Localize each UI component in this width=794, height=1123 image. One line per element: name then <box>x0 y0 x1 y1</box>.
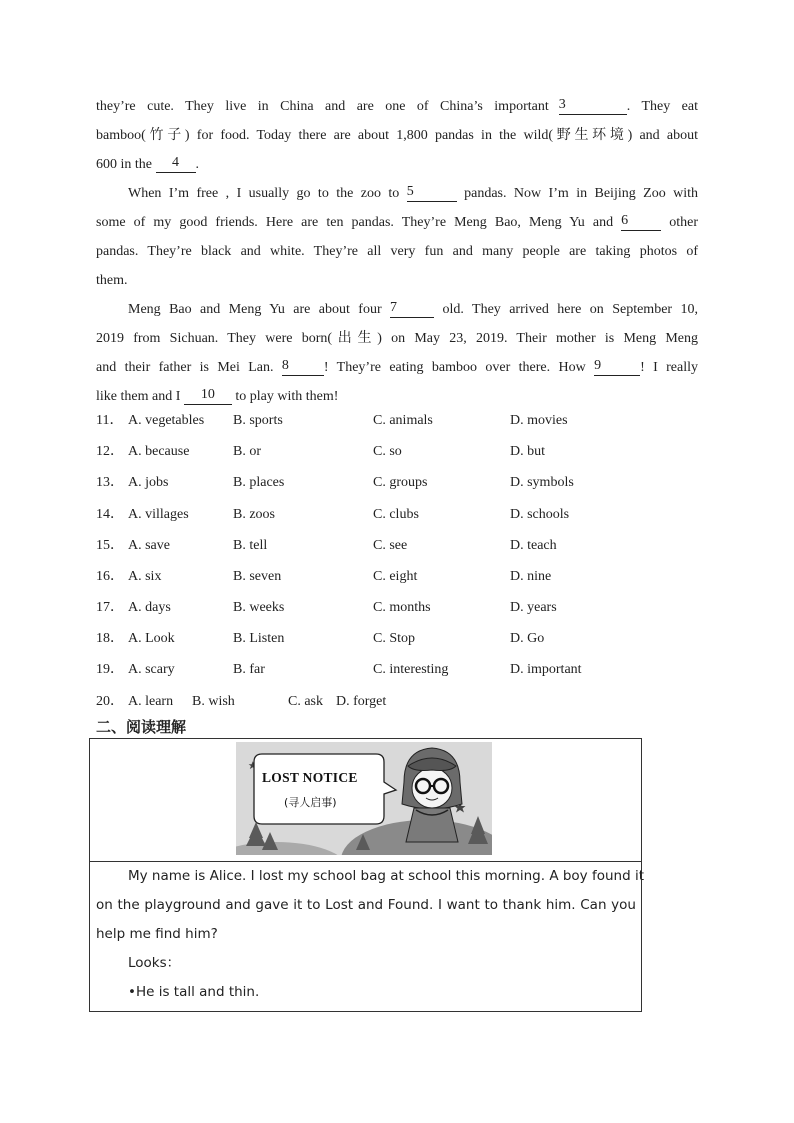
option-a[interactable]: A. because <box>128 444 190 459</box>
passage-line: and their father is Mei Lan. 8 ! They’re eating bamboo over there. How 9 ! I really <box>96 358 699 375</box>
option-c[interactable]: C. months <box>373 600 431 615</box>
option-b[interactable]: B. weeks <box>233 600 285 615</box>
option-d[interactable]: D. schools <box>510 507 570 522</box>
option-b[interactable]: B. places <box>233 475 285 490</box>
option-a[interactable]: A. jobs <box>128 475 169 490</box>
option-b[interactable]: B. wish <box>192 694 235 709</box>
passage-line: 600 in the 4 . <box>96 155 199 172</box>
option-d[interactable]: D. years <box>510 600 557 615</box>
option-a[interactable]: A. Look <box>128 631 175 646</box>
blank-5: 5 <box>407 184 457 202</box>
notice-line: My name is Alice. I lost my school bag at school this morning. A boy found it <box>128 868 644 884</box>
option-c[interactable]: C. ask <box>288 694 323 709</box>
blank-7: 7 <box>390 300 434 318</box>
girl-with-glasses-icon <box>402 748 462 842</box>
passage-line: like them and I 10 to play with them! <box>96 387 339 404</box>
option-a[interactable]: A. save <box>128 538 170 553</box>
notice-line: help me find him? <box>96 926 218 942</box>
passage-line: Meng Bao and Meng Yu are about four 7 old. They arrived here on September 10, <box>128 300 698 317</box>
looks-label: Looks： <box>128 955 181 971</box>
notice-body <box>96 862 644 1007</box>
blank-9: 9 <box>594 358 640 376</box>
option-d[interactable]: D. movies <box>510 413 568 428</box>
option-a[interactable]: A. learn <box>128 694 174 709</box>
cloze-passage <box>96 92 698 411</box>
passage-line: bamboo(竹子) for food. Today there are about 1,800 pandas in the wild(野生环境) and about <box>96 128 698 143</box>
option-c[interactable]: C. Stop <box>373 631 416 646</box>
passage-line: some of my good friends. Here are ten pandas. They’re Meng Bao, Meng Yu and 6 other <box>96 213 699 230</box>
option-b[interactable]: B. seven <box>233 569 282 584</box>
option-d[interactable]: D. nine <box>510 569 552 584</box>
option-a[interactable]: A. six <box>128 569 162 584</box>
blank-10: 10 <box>184 387 232 405</box>
option-b[interactable]: B. or <box>233 444 261 459</box>
option-c[interactable]: C. animals <box>373 413 433 428</box>
notice-table <box>89 738 642 1012</box>
illustration-subtitle: (寻人启事) <box>284 796 337 809</box>
option-b[interactable]: B. far <box>233 662 265 677</box>
illustration-svg <box>236 742 492 855</box>
passage-line: 2019 from Sichuan. They were born(出生) on May 23, 2019. Their mother is Meng Meng <box>96 331 698 346</box>
blank-6: 6 <box>621 213 661 231</box>
option-d[interactable]: D. Go <box>510 631 545 646</box>
option-c[interactable]: C. see <box>373 538 408 553</box>
blank-3: 3 <box>559 97 627 115</box>
option-d[interactable]: D. forget <box>336 694 387 709</box>
option-d[interactable]: D. symbols <box>510 475 574 490</box>
lost-notice-illustration <box>236 742 492 855</box>
option-d[interactable]: D. but <box>510 444 545 459</box>
blank-4: 4 <box>156 155 196 173</box>
option-b[interactable]: B. sports <box>233 413 283 428</box>
blank-8: 8 <box>282 358 324 376</box>
option-c[interactable]: C. eight <box>373 569 418 584</box>
passage-line: them. <box>96 273 128 288</box>
notice-line: on the playground and gave it to Lost and Found. I want to thank him. Can you <box>96 897 636 913</box>
option-d[interactable]: D. teach <box>510 538 557 553</box>
passage-line: they’re cute. They live in China and are one of China’s important 3 . They eat <box>96 97 698 114</box>
option-a[interactable]: A. villages <box>128 507 189 522</box>
passage-line: When I’m free , I usually go to the zoo to 5 pandas. Now I’m in Beijing Zoo with <box>128 184 698 201</box>
option-b[interactable]: B. zoos <box>233 507 275 522</box>
option-a[interactable]: A. vegetables <box>128 413 205 428</box>
illustration-title: LOST NOTICE <box>262 770 358 785</box>
option-a[interactable]: A. scary <box>128 662 175 677</box>
option-d[interactable]: D. important <box>510 662 582 677</box>
option-a[interactable]: A. days <box>128 600 171 615</box>
option-c[interactable]: C. so <box>373 444 402 459</box>
passage-line: pandas. They’re black and white. They’re all very fun and many people are taking photos of <box>96 244 698 259</box>
option-c[interactable]: C. interesting <box>373 662 449 677</box>
option-b[interactable]: B. tell <box>233 538 268 553</box>
option-c[interactable]: C. groups <box>373 475 428 490</box>
section-title: 二、阅读理解 <box>96 718 187 736</box>
option-c[interactable]: C. clubs <box>373 507 419 522</box>
looks-bullet: •He is tall and thin. <box>128 984 260 1000</box>
option-b[interactable]: B. Listen <box>233 631 285 646</box>
